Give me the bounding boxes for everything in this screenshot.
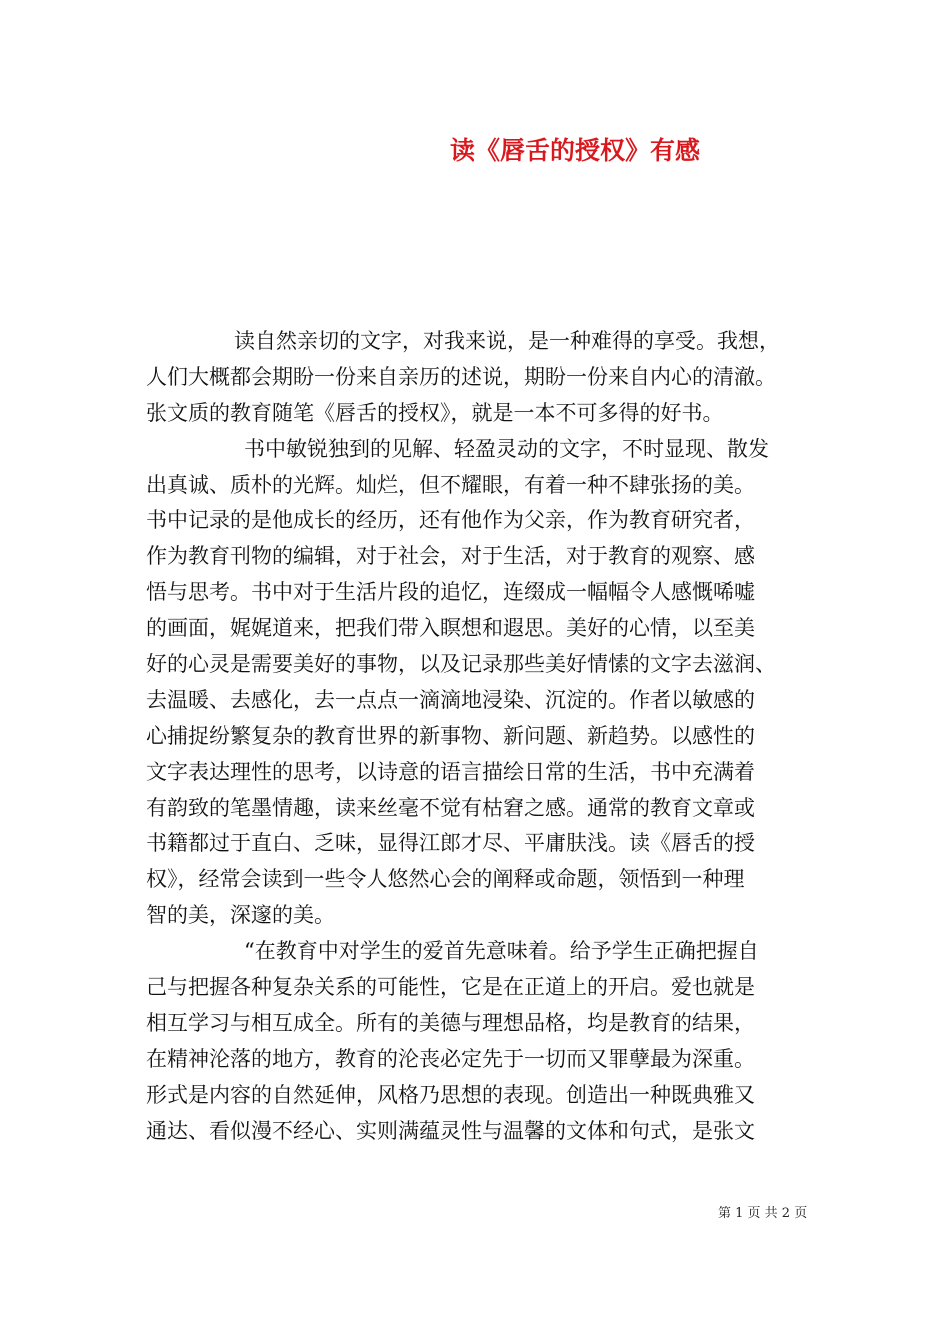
body-line: 出真诚、质朴的光辉。灿烂，但不耀眼，有着一种不肆张扬的美。: [146, 472, 755, 497]
body-line: 好的心灵是需要美好的事物，以及记录那些美好情愫的文字去滋润、: [146, 652, 776, 677]
body-line: 心捕捉纷繁复杂的教育世界的新事物、新问题、新趋势。以感性的: [146, 723, 755, 748]
body-line: 在精神沦落的地方，教育的沦丧必定先于一切而又罪孽最为深重。: [146, 1046, 755, 1071]
body-line: 张文质的教育随笔《唇舌的授权》，就是一本不可多得的好书。: [146, 400, 724, 425]
body-line: 相互学习与相互成全。所有的美德与理想品格，均是教育的结果，: [146, 1010, 755, 1035]
body-line: 有韵致的笔墨情趣，读来丝毫不觉有枯窘之感。通常的教育文章或: [146, 795, 755, 820]
body-line: 智的美，深邃的美。: [146, 903, 335, 928]
document-title: 读《唇舌的授权》有感: [450, 136, 701, 165]
body-line: 书籍都过于直白、乏味，显得江郎才尽、平庸肤浅。读《唇舌的授: [146, 831, 755, 856]
body-line: 书中敏锐独到的见解、轻盈灵动的文字，不时显现、散发: [244, 436, 769, 461]
body-line: 人们大概都会期盼一份来自亲历的述说，期盼一份来自内心的清澈。: [146, 364, 776, 389]
body-line: 形式是内容的自然延伸，风格乃思想的表现。创造出一种既典雅又: [146, 1082, 755, 1107]
body-line: 文字表达理性的思考，以诗意的语言描绘日常的生活，书中充满着: [146, 759, 755, 784]
body-line: 权》，经常会读到一些令人悠然心会的阐释或命题，领悟到一种理: [146, 867, 745, 892]
body-line: 悟与思考。书中对于生活片段的追忆，连缀成一幅幅令人感慨唏嘘: [146, 580, 755, 605]
body-line: 去温暖、去感化，去一点点一滴滴地浸染、沉淀的。作者以敏感的: [146, 687, 755, 712]
body-line: 通达、看似漫不经心、实则满蕴灵性与温馨的文体和句式，是张文: [146, 1118, 755, 1143]
body-line: 的画面，娓娓道来，把我们带入瞑想和遐思。美好的心情，以至美: [146, 616, 755, 641]
body-line: 己与把握各种复杂关系的可能性，它是在正道上的开启。爱也就是: [146, 975, 755, 1000]
body-line: 书中记录的是他成长的经历，还有他作为父亲，作为教育研究者，: [146, 508, 755, 533]
page-footer: 第 1 页 共 2 页: [718, 1206, 808, 1221]
body-line: 读自然亲切的文字，对我来说，是一种难得的享受。我想，: [234, 329, 780, 353]
body-line: “在教育中对学生的爱首先意味着。给予学生正确把握自: [244, 939, 759, 964]
document-body: [146, 324, 810, 1149]
body-line: 作为教育刊物的编辑，对于社会，对于生活，对于教育的观察、感: [146, 544, 755, 569]
